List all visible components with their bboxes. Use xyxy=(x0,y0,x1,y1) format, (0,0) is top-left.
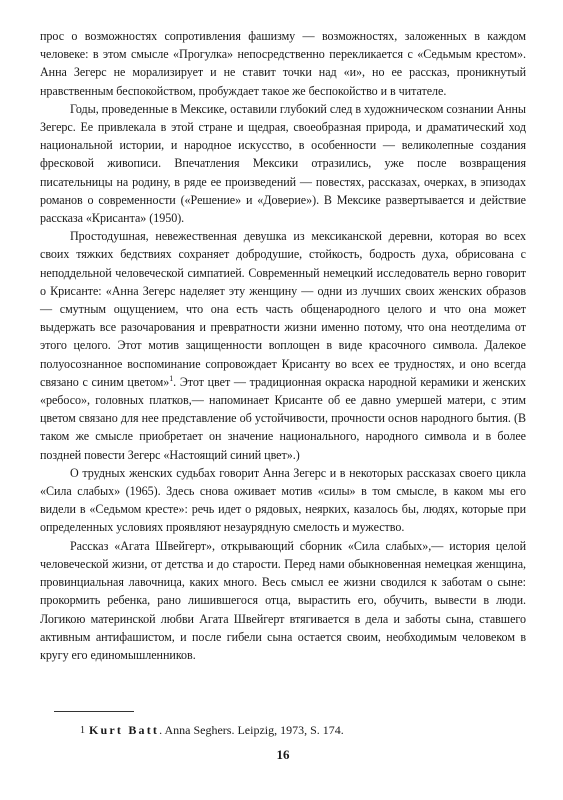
paragraph-3 xyxy=(40,227,526,464)
paragraph-1 xyxy=(40,27,526,100)
paragraph-3-text: Простодушная, невежественная девушка из мексиканской деревни, которая во всех своих тяжких бедствиях сохраняет добродушие, стойкость, бодрость духа, обрисована с неподдельной человеческой симпатией. Современный немецкий исследователь верно говорит о Крисанте: «Анна Зегерс наделяет эту женщину — одни из лучших своих женских образов — смутным ощущением, что она есть часть общенародного целого и что она может выдержать все разочарования и превратности жизни именно потому, что она неотделима от этого целого. Этот мотив защищенности воплощен в виде красочного символа. Далекое полуосознанное воспоминание сопровождает Крисанту во всех ее трудностях, и оно всегда связано с синим цветом» xyxy=(40,229,526,389)
footnote-citation: . Anna Seghers. Leipzig, 1973, S. 174. xyxy=(159,723,344,737)
footnote-author: Kurt Batt xyxy=(89,723,160,737)
paragraph-5 xyxy=(40,537,526,664)
paragraph-1-text: прос о возможностях сопротивления фашизму — возможностях, заложенных в каждом человеке: в этом смысле «Прогулка» непосредственно перекликается с «Седьмым крестом». Анна Зегерс не морализирует и не ставит точки над «и», но ее рассказ, проникнутый нравственным беспокойством, пробуждает такое же беспокойство и в читателе. xyxy=(40,29,526,98)
paragraph-4 xyxy=(40,464,526,537)
paragraph-2 xyxy=(40,100,526,227)
footnote-mark: 1 xyxy=(80,725,85,736)
main-text xyxy=(40,27,526,664)
paragraph-3-text-tail: . Этот цвет — традиционная окраска народной керамики и женских «ребосо», головных платков,— напоминает Крисанте об ее давно умершей матери, с этим цветом связано для нее представление об устойчивости, прочности основ народного бытия. (В таком же смысле приобретает он значение национального, народного символа и в более поздней повести Зегерс «Настоящий синий цвет».) xyxy=(40,374,526,462)
footnote-divider xyxy=(54,711,134,712)
footnote-reference[interactable]: 1 xyxy=(169,373,174,383)
paragraph-4-text: О трудных женских судьбах говорит Анна Зегерс и в некоторых рассказах своего цикла «Сила слабых» (1965). Здесь снова оживает мотив «силы» в том смысле, в каком мы его видели в «Седьмом кресте»: речь идет о рядовых, неярких, казалось бы, людях, которые при определенных условиях проявляют незаурядную смелость и мужество. xyxy=(40,465,526,535)
page-number: 16 xyxy=(276,747,290,762)
footnote xyxy=(80,722,344,739)
book-page xyxy=(40,27,526,777)
paragraph-5-text: Рассказ «Агата Швейгерт», открывающий сборник «Сила слабых»,— история целой человеческой жизни, от детства и до старости. Перед нами обыкновенная немецкая женщина, провинциальная лавочница, каких много. Весь смысл ее жизни сводился к заботам о сыне: прокормить ребенка, рано лишившегося отца, вырастить его, обучить, вывести в люди. Логикою материнской любви Агата Швейгерт втягивается в дела и заботы сына, ставшего активным антифашистом, и после гибели сына остается своим, необходимым человеком в кругу его единомышленников. xyxy=(40,538,526,662)
paragraph-2-text: Годы, проведенные в Мексике, оставили глубокий след в художническом сознании Анны Зегерс. Ее привлекала в этой стране и щедрая, своеобразная природа, и драматический ход национальной истории, и народное искусство, в особенности — великолепные создания фресковой живописи. Впечатления Мексики отразились, уже после возвращения писательницы на родину, в ряде ее произведений — повестях, рассказах, очерках, в эпизодах романов о современности («Решение» и «Доверие»). В Мексике развертывается и действие рассказа «Крисанта» (1950). xyxy=(40,101,526,226)
